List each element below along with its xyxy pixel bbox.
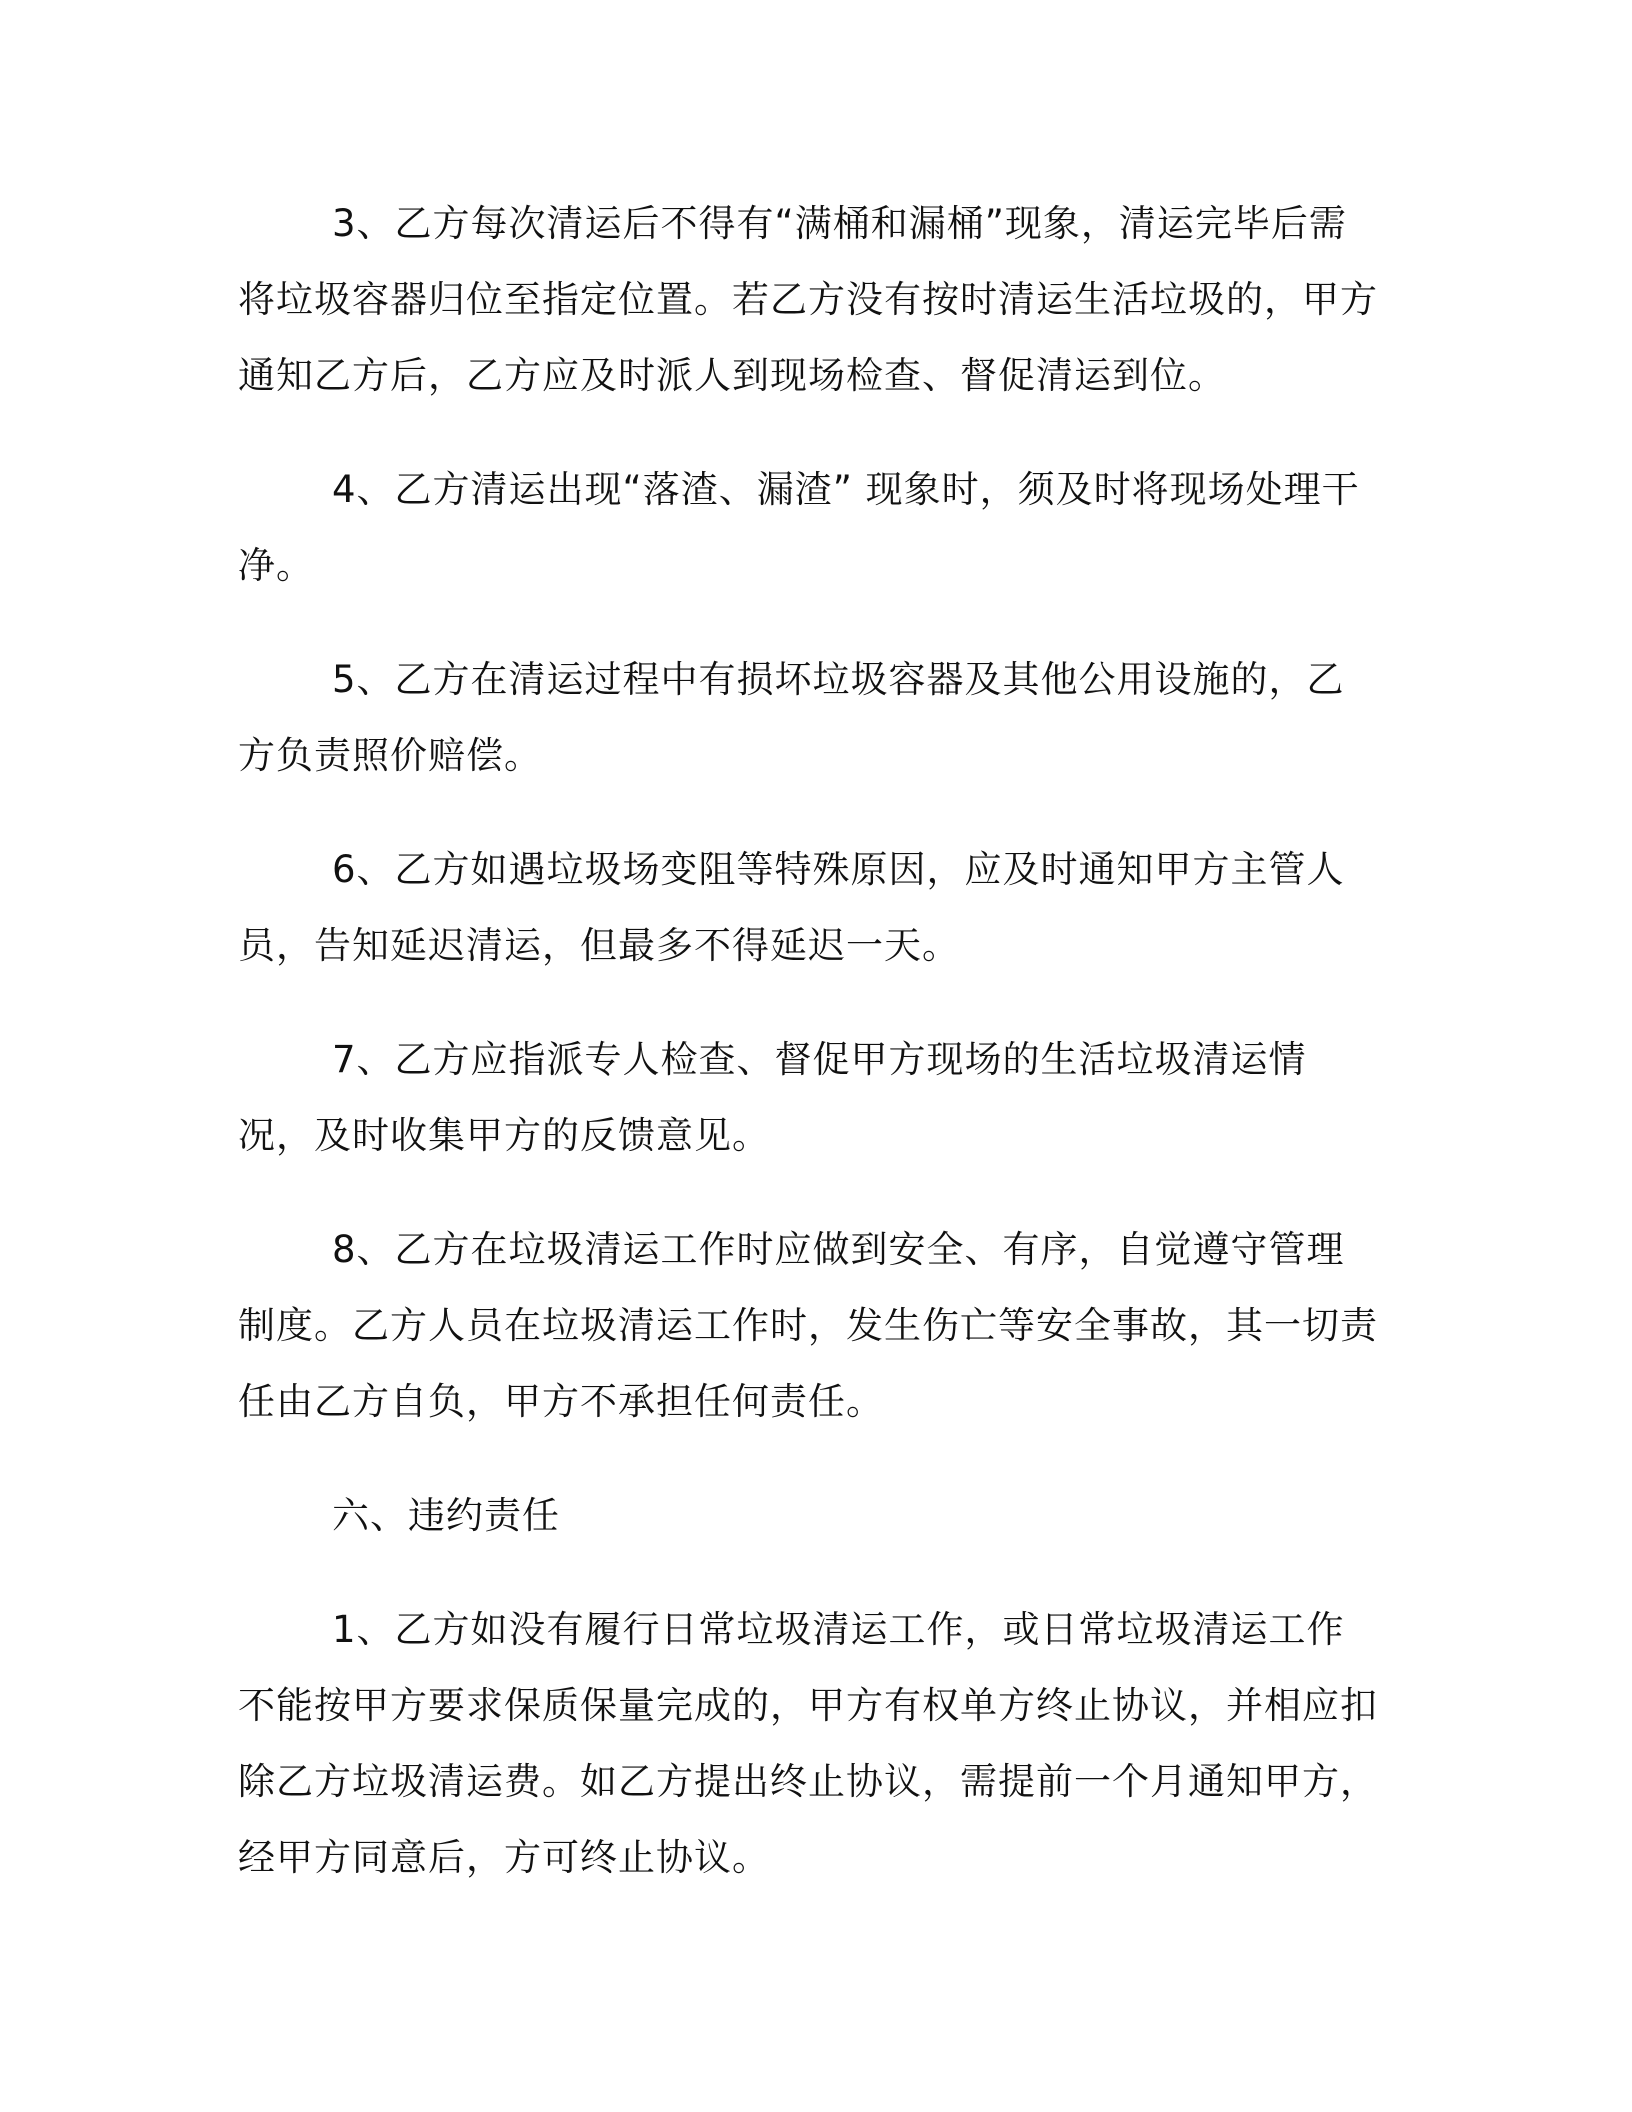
document-body <box>238 186 1380 1934</box>
clause-3: 3、乙方每次清运后不得有“满桶和漏桶”现象，清运完毕后需将垃圾容器归位至指定位置。若乙方没有按时清运生活垃圾的，甲方通知乙方后，乙方应及时派人到现场检查、督促清运到位。 <box>238 202 1378 397</box>
clause-5: 5、乙方在清运过程中有损坏垃圾容器及其他公用设施的，乙方负责照价赔偿。 <box>238 658 1345 777</box>
clause-8: 8、乙方在垃圾清运工作时应做到安全、有序，自觉遵守管理制度。乙方人员在垃圾清运工作时，发生伤亡等安全事故，其一切责任由乙方自负，甲方不承担任何责任。 <box>238 1228 1378 1423</box>
breach-clause-1: 1、乙方如没有履行日常垃圾清运工作，或日常垃圾清运工作不能按甲方要求保质保量完成的，甲方有权单方终止协议，并相应扣除乙方垃圾清运费。如乙方提出终止协议，需提前一个月通知甲方，经甲方同意后，方可终止协议。 <box>238 1608 1378 1879</box>
section-heading-breach-liability: 六、违约责任 <box>332 1494 560 1537</box>
clause-4: 4、乙方清运出现“落渣、漏渣” 现象时，须及时将现场处理干净。 <box>238 468 1360 587</box>
clause-7: 7、乙方应指派专人检查、督促甲方现场的生活垃圾清运情况，及时收集甲方的反馈意见。 <box>238 1038 1307 1157</box>
clause-6: 6、乙方如遇垃圾场变阻等特殊原因，应及时通知甲方主管人员，告知延迟清运，但最多不得延迟一天。 <box>238 848 1345 967</box>
